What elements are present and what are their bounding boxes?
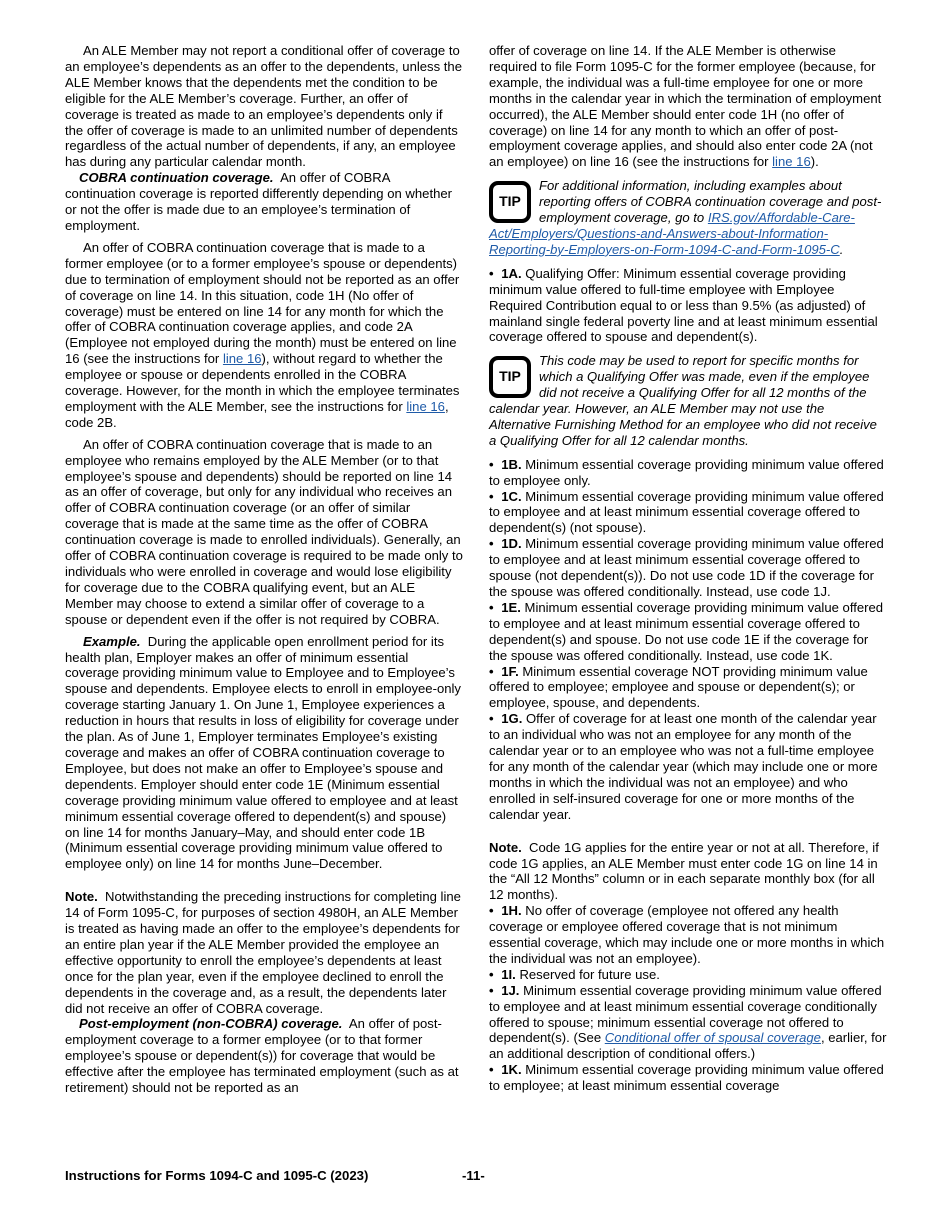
bullet-icon: • (489, 982, 494, 998)
code-label: 1A. (501, 265, 522, 281)
code-description: Reserved for future use. (519, 966, 660, 982)
list-item-1H (489, 903, 887, 967)
left-column (65, 43, 463, 1096)
code-label: 1K. (501, 1062, 522, 1078)
code-description: No offer of coverage (employee not offered any health coverage or employee offered coverage that is not minimum essential coverage, which may include one or more months in which the individual was not an employee). (489, 903, 885, 966)
continued-end: ). (810, 154, 819, 170)
list-item-1J (489, 983, 887, 1063)
continued-text: offer of coverage on line 14. If the ALE Member is otherwise required to file Form 1095-C for the former employee (because, for example, the individual was a full-time employee for one or more months in the calendar year in which the termination of employment occurred), the ALE Member should enter code 1H (no offer of coverage) on line 14 for any month to which an offer of post-employment coverage applies, and should also enter code 2A (not an employee) on line 16 (see the instructions for (489, 43, 882, 170)
line-16-link[interactable]: line 16 (772, 154, 811, 170)
tip-box-qualifying-offer (489, 353, 887, 448)
code-description-end: , earlier, for an additional description of conditional offers.) (489, 1030, 887, 1062)
code-label: 1F. (501, 663, 519, 679)
code-label: 1G. (501, 711, 523, 727)
paragraph-cobra-former-employee (65, 240, 463, 431)
bullet-icon: • (489, 1062, 494, 1078)
bullet-icon: • (489, 663, 494, 679)
code-label: 1I. (501, 966, 516, 982)
bullet-icon: • (489, 265, 494, 281)
list-item-1F (489, 664, 887, 712)
tip-icon: TIP (489, 356, 531, 398)
paragraph-example (65, 634, 463, 873)
bullet-icon: • (489, 903, 494, 919)
bullet-icon: • (489, 711, 494, 727)
tip-icon: TIP (489, 181, 531, 223)
post-employment-text: An offer of post-employment coverage to a former employee (or to that former employee’s spouse or dependent(s)) for coverage that would be effective after the employee has terminated employment (such as at retirement) should not be reported as an (65, 1016, 459, 1096)
cobra-former-text-a: An offer of COBRA continuation coverage that is made to a former employee (or to a former employee’s spouse or dependents) due to termination of employment should not be reported as an offer of coverage on line 14. In this situation, code 1H (No offer of coverage) must be entered on line 14 for any month for which the offer of COBRA continuation coverage applies, and code 2A (Employee not employed during the month) must be entered on line 16 (see the instructions for (65, 239, 460, 367)
paragraph-note (65, 889, 463, 1016)
note-heading: Note. (489, 839, 522, 855)
paragraph-cobra-intro (65, 170, 463, 234)
paragraph-post-employment-continued (489, 43, 887, 170)
code-label: 1C. (501, 488, 522, 504)
page-number: -11- (462, 1168, 485, 1183)
bullet-icon: • (489, 599, 494, 615)
bullet-icon: • (489, 488, 494, 504)
code-description: Minimum essential coverage providing minimum value offered to employee and at least minimum essential coverage offered to spouse (not dependent(s)). Do not use code 1D if the coverage for the spouse was offered conditionally. Instead, use code 1J. (489, 536, 884, 599)
list-item-1D (489, 536, 887, 600)
right-column (489, 43, 887, 1094)
cobra-intro-text: An offer of COBRA continuation coverage is reported differently depending on whether or not the offer is made due to an employee’s termination of employment. (65, 170, 453, 233)
code-description: Minimum essential coverage providing minimum value offered to employee and at least minimum essential coverage conditionally offered to spouse; minimum essential coverage not offered to dependent(s). (See (489, 982, 882, 1046)
list-item-1B (489, 457, 887, 489)
bullet-icon: • (489, 456, 494, 472)
paragraph-post-employment (65, 1016, 463, 1096)
cobra-former-text-c: , code 2B. (65, 398, 449, 430)
list-item-1G (489, 711, 887, 822)
code-description: Qualifying Offer: Minimum essential coverage providing minimum value offered to full-time employee with Employee Required Contribution equal to or less than 9.5% (as adjusted) of mainland single federal poverty line and at least minimum essential coverage offered to spouse and dependent(s). (489, 265, 878, 345)
tip-end: . (839, 241, 844, 257)
example-heading: Example. (83, 633, 141, 649)
code-label: 1E. (501, 599, 521, 615)
code-description: Minimum essential coverage providing minimum value offered to employee and at least minimum essential coverage offered to dependent(s) (not spouse). (489, 488, 884, 536)
code-label: 1B. (501, 456, 522, 472)
list-item-1E (489, 600, 887, 664)
code-label: 1J. (501, 982, 520, 998)
line-16-link[interactable]: line 16 (222, 351, 262, 367)
note-text: Notwithstanding the preceding instructions for completing line 14 of Form 1095-C, for purposes of section 4980H, an ALE Member is treated as having made an offer to the employee’s dependents for an entire plan year if the ALE Member provided the employee an effective opportunity to enroll the employee’s dependents at least once for the plan year, even if the employee declined to enroll the dependents in the coverage and, as a result, the dependents later did not receive an offer of COBRA coverage. (65, 889, 461, 1016)
post-employment-heading: Post-employment (non-COBRA) coverage. (79, 1016, 343, 1032)
tip-text: This code may be used to report for specific months for which a Qualifying Offer was made, even if the employee did not receive a Qualifying Offer for all 12 months of the calendar year. However, an ALE Member may not use the Alternative Furnishing Method for an employee who did not receive a Qualifying Offer for all 12 calendar months. (489, 353, 877, 448)
tip-box-cobra (489, 178, 887, 258)
bullet-icon: • (489, 966, 494, 982)
bullet-icon: • (489, 536, 494, 552)
code-description: Minimum essential coverage NOT providing minimum value offered to employee; employee and spouse or dependent(s); or employee, spouse, and dependents. (489, 663, 868, 711)
list-item-1K (489, 1062, 887, 1094)
code-description: Minimum essential coverage providing minimum value offered to employee; at least minimum essential coverage (489, 1062, 884, 1094)
code-label: 1H. (501, 903, 522, 919)
irs-aca-link[interactable]: IRS.gov/Affordable-Care-Act/Employers/Questions-and-Answers-about-Information-Reporting-by-Employers-on-Form-1094-C-and-Form-1095-C (489, 210, 855, 257)
paragraph-note-1G (489, 840, 887, 904)
conditional-offer-link[interactable]: Conditional offer of spousal coverage (604, 1030, 821, 1046)
footer-title: Instructions for Forms 1094-C and 1095-C (2023) (65, 1168, 369, 1183)
cobra-former-text-b: ), without regard to whether the employee or spouse or dependents enrolled in the COBRA coverage. However, for the month in which the employee terminates employment with the ALE Member, see the instructions for (65, 351, 460, 414)
note-text: Code 1G applies for the entire year or not at all. Therefore, if code 1G applies, an ALE Member must enter code 1G on line 14 in the “All 12 Months” column or in each separate monthly box (for all 12 months). (489, 839, 879, 903)
list-item-1A (489, 266, 887, 346)
code-description: Minimum essential coverage providing minimum value offered to employee and at least minimum essential coverage offered to dependent(s) and spouse. Do not use code 1E if the coverage for the spouse was offered conditionally. Instead, use code 1K. (489, 599, 884, 663)
list-item-1I (489, 967, 887, 983)
list-item-1C (489, 489, 887, 537)
code-label: 1D. (501, 536, 522, 552)
cobra-heading: COBRA continuation coverage. (79, 170, 274, 186)
tip-text: For additional information, including examples about reporting offers of COBRA continuation coverage and post-employment coverage, go to (539, 178, 882, 226)
paragraph-conditional-offer: An ALE Member may not report a conditional offer of coverage to an employee’s dependents as an offer to the dependents, unless the ALE Member knows that the dependents met the condition to be eligible for the ALE Member’s coverage. Further, an offer of coverage is treated as made to an employee’s dependents only if the offer of coverage is made to an unlimited number of dependents regardless of the actual number of dependents, if any, an employee has during any particular calendar month. (65, 43, 462, 170)
example-text: During the applicable open enrollment period for its health plan, Employer makes an offer of minimum essential coverage providing minimum value to Employee and to Employee’s spouse and dependents. Employee elects to enroll in employee-only coverage starting January 1. On June 1, Employee experiences a reduction in hours that results in loss of eligibility for coverage under the plan. As of June 1, Employer terminates Employee’s existing coverage and makes an offer of COBRA continuation coverage to Employee, but does not make an offer to Employee’s spouse and dependents. Employer should enter code 1E (Minimum essential coverage providing minimum value offered to employee and at least minimum essential coverage offered to dependent(s) and spouse) on line 14 for months January–May, and should enter code 1B (Minimum essential coverage providing minimum value offered to employee only) on line 14 for months June–December. (65, 633, 461, 872)
code-description: Minimum essential coverage providing minimum value offered to employee only. (489, 456, 884, 488)
line-16-link[interactable]: line 16 (406, 398, 445, 414)
code-description: Offer of coverage for at least one month of the calendar year to an individual who was not an employee for any month of the calendar year or to an employee who was not a full-time employee for any month of the calendar year (which may include one or more months in which the individual was not an employee) and who enrolled in self-insured coverage for one or more months of the calendar year. (489, 711, 878, 822)
note-heading: Note. (65, 889, 98, 905)
paragraph-cobra-current-employee: An offer of COBRA continuation coverage that is made to an employee who remains employed by the ALE Member (or to that employee’s spouse and dependents) should be reported on line 14 as an offer of coverage, but only for any individual who receives an offer of COBRA continuation coverage (or an offer of similar coverage that is made at the same time as the offer of COBRA continuation coverage is made to enrolled individuals). Generally, an offer of COBRA continuation coverage is required to be made only to individuals who were enrolled in coverage and would lose eligibility for coverage due to the COBRA qualifying event, but an ALE Member may choose to extend a similar offer of coverage to a spouse or dependent even if the offer is not required by COBRA. (65, 436, 463, 627)
